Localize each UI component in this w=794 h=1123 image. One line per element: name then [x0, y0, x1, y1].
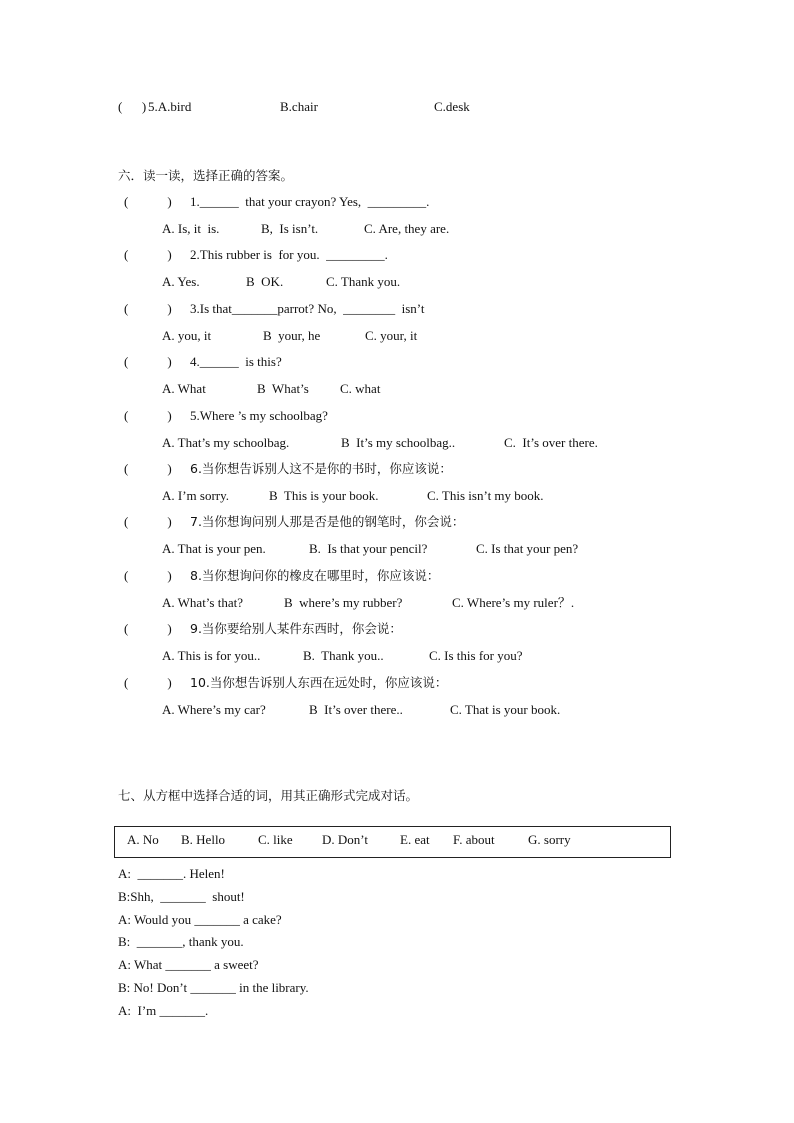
dialogue-line: B: No! Don’t _______ in the library.	[118, 980, 309, 995]
answer-option: B where’s my rubber?	[284, 595, 403, 610]
word-option: G. sorry	[528, 832, 571, 847]
word-option: F. about	[453, 832, 495, 847]
question-paren: ( )	[124, 301, 172, 316]
dialogue-line: B: _______, thank you.	[118, 934, 244, 949]
question-paren: ( )	[124, 194, 172, 209]
answer-option: B It’s my schoolbag..	[341, 435, 456, 450]
answer-option: A. Is, it is.	[162, 221, 220, 236]
answer-option: C. It’s over there.	[504, 435, 598, 450]
answer-option: A. What’s that?	[162, 595, 243, 610]
answer-option: A. That’s my schoolbag.	[162, 435, 290, 450]
question-stem: 1.______ that your crayon? Yes, _________.	[190, 194, 430, 209]
dialogue-line: A: What _______ a sweet?	[118, 957, 259, 972]
q5-option-a: 5.A.bird	[148, 99, 192, 114]
answer-option: A. Where’s my car?	[162, 702, 266, 717]
question-stem: 6.当你想告诉别人这不是你的书时，你应该说：	[190, 461, 452, 476]
question-stem: 3.Is that_______parrot? No, ________ isn’t	[190, 301, 425, 316]
section7-title: 七、从方框中选择合适的词，用其正确形式完成对话。	[118, 788, 419, 803]
answer-option: C. Is this for you?	[429, 648, 523, 663]
answer-option: A. you, it	[162, 328, 212, 343]
question-paren: ( )	[124, 514, 172, 529]
answer-option: C. Is that your pen?	[476, 541, 579, 556]
question-stem: 5.Where ’s my schoolbag?	[190, 408, 328, 423]
question-paren: ( )	[124, 408, 172, 423]
answer-option: B What’s	[257, 381, 309, 396]
answer-option: B. Thank you..	[303, 648, 384, 663]
question-stem: 2.This rubber is for you. _________.	[190, 247, 388, 262]
question-stem: 9.当你要给别人某件东西时，你会说：	[190, 621, 402, 636]
question-stem: 10.当你想告诉别人东西在远处时，你应该说：	[190, 675, 448, 690]
word-option: C. like	[258, 832, 293, 847]
question-paren: ( )	[124, 461, 172, 476]
question-stem: 7.当你想询问别人那是否是他的钢笔时，你会说：	[190, 514, 465, 529]
answer-option: A. That is your pen.	[162, 541, 266, 556]
dialogue-line: A: Would you _______ a cake?	[118, 912, 282, 927]
question-paren: ( )	[124, 354, 172, 369]
answer-option: C. Thank you.	[326, 274, 401, 289]
q5-paren: ( )	[118, 99, 147, 114]
answer-option: C. This isn’t my book.	[427, 488, 544, 503]
word-option: A. No	[127, 832, 159, 847]
question-paren: ( )	[124, 247, 172, 262]
answer-option: A. I’m sorry.	[162, 488, 230, 503]
word-option: E. eat	[400, 832, 430, 847]
dialogue-line: B:Shh, _______ shout!	[118, 889, 245, 904]
answer-option: B your, he	[263, 328, 321, 343]
answer-option: B OK.	[246, 274, 284, 289]
word-option: D. Don’t	[322, 832, 368, 847]
answer-option: C. Where’s my ruler？.	[452, 595, 575, 610]
answer-option: B, Is isn’t.	[261, 221, 319, 236]
q5-option-b: B.chair	[280, 99, 318, 114]
question-paren: ( )	[124, 675, 172, 690]
question-paren: ( )	[124, 568, 172, 583]
answer-option: B This is your book.	[269, 488, 379, 503]
answer-option: C. Are, they are.	[364, 221, 450, 236]
answer-option: A. This is for you..	[162, 648, 261, 663]
answer-option: C. That is your book.	[450, 702, 561, 717]
word-option: B. Hello	[181, 832, 226, 847]
dialogue-line: A: _______. Helen!	[118, 866, 225, 881]
answer-option: A. Yes.	[162, 274, 200, 289]
answer-option: C. your, it	[365, 328, 418, 343]
answer-option: B. Is that your pencil?	[309, 541, 428, 556]
answer-option: C. what	[340, 381, 381, 396]
dialogue-line: A: I’m _______.	[118, 1003, 209, 1018]
q5-option-c: C.desk	[434, 99, 470, 114]
answer-option: A. What	[162, 381, 206, 396]
answer-option: B It’s over there..	[309, 702, 403, 717]
question-stem: 8.当你想询问你的橡皮在哪里时，你应该说：	[190, 568, 440, 583]
question-paren: ( )	[124, 621, 172, 636]
question-stem: 4.______ is this?	[190, 354, 282, 369]
section6-title: 六．读一读，选择正确的答案。	[118, 168, 294, 183]
